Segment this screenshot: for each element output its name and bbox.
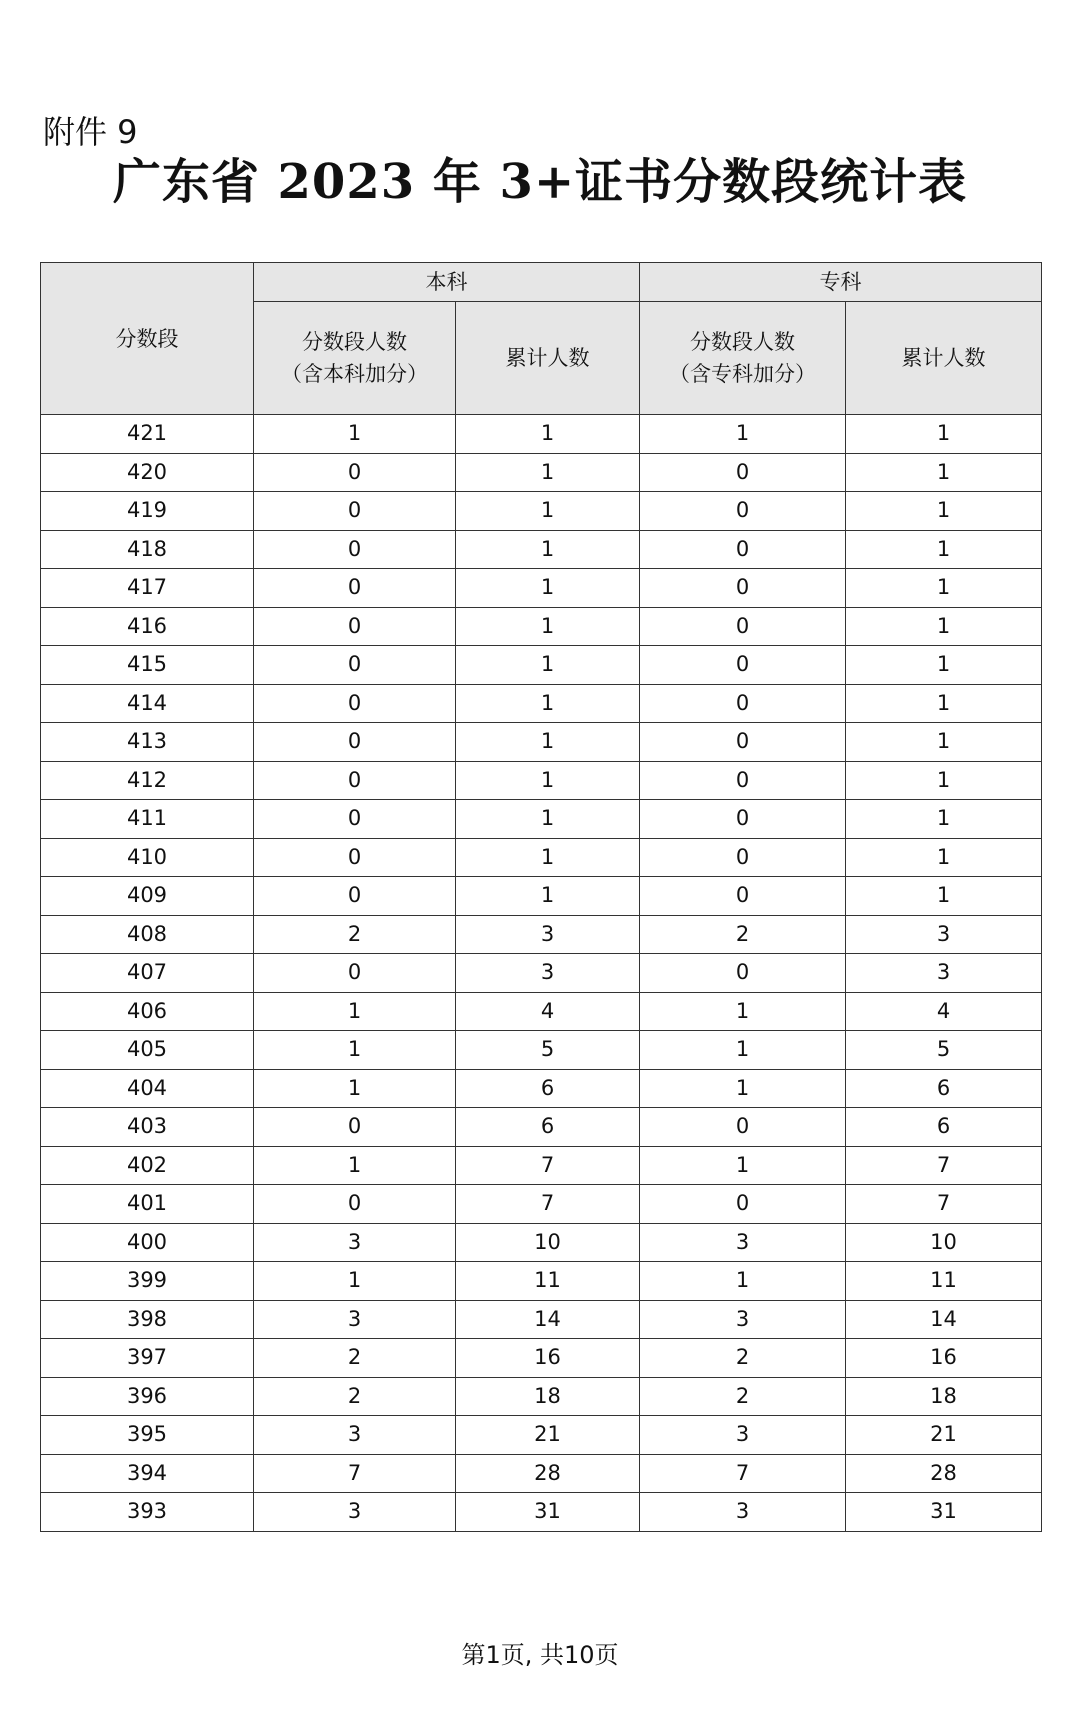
junior-college-count-cell: 0 bbox=[640, 569, 846, 608]
undergraduate-count-cell: 1 bbox=[254, 415, 456, 454]
undergraduate-count-cell: 2 bbox=[254, 1377, 456, 1416]
score-cell: 400 bbox=[41, 1223, 254, 1262]
undergraduate-cumulative-cell: 1 bbox=[456, 723, 640, 762]
undergraduate-count-cell: 0 bbox=[254, 877, 456, 916]
junior-college-cumulative-cell: 1 bbox=[846, 453, 1042, 492]
table-row bbox=[41, 684, 1042, 723]
junior-college-cumulative-cell: 31 bbox=[846, 1493, 1042, 1532]
table-row bbox=[41, 453, 1042, 492]
undergraduate-cumulative-cell: 1 bbox=[456, 838, 640, 877]
junior-college-count-cell: 0 bbox=[640, 530, 846, 569]
score-cell: 406 bbox=[41, 992, 254, 1031]
table-row bbox=[41, 1069, 1042, 1108]
attachment-label: 附件 9 bbox=[43, 113, 138, 151]
junior-college-cumulative-header: 累计人数 bbox=[846, 302, 1042, 415]
undergraduate-count-cell: 0 bbox=[254, 646, 456, 685]
undergraduate-count-cell: 0 bbox=[254, 1108, 456, 1147]
junior-college-cumulative-cell: 6 bbox=[846, 1069, 1042, 1108]
junior-college-cumulative-cell: 7 bbox=[846, 1146, 1042, 1185]
undergraduate-cumulative-cell: 18 bbox=[456, 1377, 640, 1416]
junior-college-count-header bbox=[640, 302, 846, 415]
undergraduate-group-header: 本科 bbox=[254, 263, 640, 302]
junior-college-count-cell: 1 bbox=[640, 1146, 846, 1185]
undergraduate-count-cell: 0 bbox=[254, 723, 456, 762]
table-row bbox=[41, 1454, 1042, 1493]
table-row bbox=[41, 1493, 1042, 1532]
score-cell: 420 bbox=[41, 453, 254, 492]
score-cell: 407 bbox=[41, 954, 254, 993]
table-row bbox=[41, 492, 1042, 531]
score-cell: 417 bbox=[41, 569, 254, 608]
score-cell: 418 bbox=[41, 530, 254, 569]
table-row bbox=[41, 992, 1042, 1031]
table-row bbox=[41, 569, 1042, 608]
junior-college-cumulative-cell: 28 bbox=[846, 1454, 1042, 1493]
junior-college-count-cell: 1 bbox=[640, 992, 846, 1031]
undergraduate-cumulative-cell: 1 bbox=[456, 492, 640, 531]
undergraduate-cumulative-cell: 21 bbox=[456, 1416, 640, 1455]
undergraduate-cumulative-cell: 3 bbox=[456, 954, 640, 993]
table-body bbox=[41, 415, 1042, 1532]
junior-college-count-cell: 2 bbox=[640, 1339, 846, 1378]
junior-college-count-cell: 2 bbox=[640, 915, 846, 954]
junior-college-cumulative-cell: 1 bbox=[846, 684, 1042, 723]
undergraduate-cumulative-cell: 5 bbox=[456, 1031, 640, 1070]
junior-college-cumulative-cell: 4 bbox=[846, 992, 1042, 1031]
undergraduate-count-cell: 3 bbox=[254, 1300, 456, 1339]
table-row bbox=[41, 1031, 1042, 1070]
score-range-header: 分数段 bbox=[41, 263, 254, 415]
undergraduate-cumulative-cell: 1 bbox=[456, 646, 640, 685]
undergraduate-cumulative-cell: 7 bbox=[456, 1146, 640, 1185]
table-row bbox=[41, 954, 1042, 993]
table-row bbox=[41, 877, 1042, 916]
junior-college-cumulative-cell: 18 bbox=[846, 1377, 1042, 1416]
table-row bbox=[41, 1262, 1042, 1301]
undergraduate-cumulative-cell: 1 bbox=[456, 569, 640, 608]
junior-college-count-cell: 3 bbox=[640, 1223, 846, 1262]
junior-college-cumulative-cell: 16 bbox=[846, 1339, 1042, 1378]
junior-college-cumulative-cell: 1 bbox=[846, 569, 1042, 608]
score-distribution-table bbox=[40, 262, 1042, 1532]
undergraduate-cumulative-cell: 16 bbox=[456, 1339, 640, 1378]
undergraduate-cumulative-cell: 4 bbox=[456, 992, 640, 1031]
undergraduate-cumulative-cell: 28 bbox=[456, 1454, 640, 1493]
undergraduate-count-cell: 0 bbox=[254, 530, 456, 569]
table-row bbox=[41, 723, 1042, 762]
undergraduate-cumulative-cell: 14 bbox=[456, 1300, 640, 1339]
junior-college-count-cell: 0 bbox=[640, 838, 846, 877]
score-cell: 395 bbox=[41, 1416, 254, 1455]
junior-college-count-cell: 3 bbox=[640, 1416, 846, 1455]
score-cell: 409 bbox=[41, 877, 254, 916]
junior-college-count-cell: 0 bbox=[640, 492, 846, 531]
table-row bbox=[41, 1300, 1042, 1339]
table-row bbox=[41, 607, 1042, 646]
undergraduate-count-cell: 0 bbox=[254, 954, 456, 993]
junior-college-cumulative-cell: 1 bbox=[846, 723, 1042, 762]
junior-college-cumulative-cell: 14 bbox=[846, 1300, 1042, 1339]
undergraduate-cumulative-cell: 1 bbox=[456, 530, 640, 569]
score-cell: 408 bbox=[41, 915, 254, 954]
undergraduate-count-cell: 0 bbox=[254, 569, 456, 608]
table-row bbox=[41, 1339, 1042, 1378]
table-row bbox=[41, 530, 1042, 569]
score-cell: 402 bbox=[41, 1146, 254, 1185]
undergraduate-count-cell: 1 bbox=[254, 992, 456, 1031]
header-line: 分数段人数 （含本科加分） bbox=[281, 330, 428, 386]
table-row bbox=[41, 1416, 1042, 1455]
table-row bbox=[41, 1377, 1042, 1416]
table-row bbox=[41, 1185, 1042, 1224]
table-row bbox=[41, 646, 1042, 685]
junior-college-count-cell: 2 bbox=[640, 1377, 846, 1416]
junior-college-cumulative-cell: 7 bbox=[846, 1185, 1042, 1224]
junior-college-cumulative-cell: 1 bbox=[846, 877, 1042, 916]
header-line: 分数段人数 （含专科加分） bbox=[669, 330, 816, 386]
undergraduate-cumulative-cell: 3 bbox=[456, 915, 640, 954]
table-row bbox=[41, 415, 1042, 454]
junior-college-count-cell: 0 bbox=[640, 877, 846, 916]
undergraduate-cumulative-cell: 10 bbox=[456, 1223, 640, 1262]
junior-college-count-cell: 3 bbox=[640, 1300, 846, 1339]
score-cell: 416 bbox=[41, 607, 254, 646]
junior-college-count-cell: 1 bbox=[640, 415, 846, 454]
junior-college-count-cell: 0 bbox=[640, 800, 846, 839]
undergraduate-cumulative-cell: 31 bbox=[456, 1493, 640, 1532]
undergraduate-count-cell: 3 bbox=[254, 1416, 456, 1455]
junior-college-count-cell: 0 bbox=[640, 684, 846, 723]
junior-college-cumulative-cell: 3 bbox=[846, 915, 1042, 954]
undergraduate-count-cell: 0 bbox=[254, 607, 456, 646]
junior-college-count-cell: 7 bbox=[640, 1454, 846, 1493]
junior-college-count-cell: 0 bbox=[640, 1108, 846, 1147]
score-cell: 394 bbox=[41, 1454, 254, 1493]
undergraduate-count-cell: 0 bbox=[254, 453, 456, 492]
undergraduate-cumulative-cell: 1 bbox=[456, 684, 640, 723]
junior-college-count-cell: 0 bbox=[640, 453, 846, 492]
undergraduate-cumulative-cell: 1 bbox=[456, 453, 640, 492]
table-row bbox=[41, 761, 1042, 800]
score-cell: 410 bbox=[41, 838, 254, 877]
table-row bbox=[41, 800, 1042, 839]
junior-college-count-cell: 0 bbox=[640, 761, 846, 800]
junior-college-cumulative-cell: 1 bbox=[846, 530, 1042, 569]
junior-college-cumulative-cell: 5 bbox=[846, 1031, 1042, 1070]
table-row bbox=[41, 915, 1042, 954]
score-cell: 404 bbox=[41, 1069, 254, 1108]
undergraduate-cumulative-cell: 6 bbox=[456, 1108, 640, 1147]
undergraduate-count-cell: 0 bbox=[254, 838, 456, 877]
junior-college-cumulative-cell: 1 bbox=[846, 415, 1042, 454]
score-cell: 411 bbox=[41, 800, 254, 839]
undergraduate-count-cell: 1 bbox=[254, 1262, 456, 1301]
junior-college-count-cell: 0 bbox=[640, 607, 846, 646]
undergraduate-count-cell: 0 bbox=[254, 761, 456, 800]
junior-college-cumulative-cell: 3 bbox=[846, 954, 1042, 993]
undergraduate-count-cell: 2 bbox=[254, 1339, 456, 1378]
score-cell: 405 bbox=[41, 1031, 254, 1070]
junior-college-count-cell: 1 bbox=[640, 1031, 846, 1070]
undergraduate-count-cell: 1 bbox=[254, 1146, 456, 1185]
table-row bbox=[41, 1108, 1042, 1147]
undergraduate-count-cell: 0 bbox=[254, 684, 456, 723]
undergraduate-count-header bbox=[254, 302, 456, 415]
score-cell: 393 bbox=[41, 1493, 254, 1532]
undergraduate-count-cell: 1 bbox=[254, 1031, 456, 1070]
undergraduate-count-cell: 3 bbox=[254, 1493, 456, 1532]
undergraduate-cumulative-cell: 1 bbox=[456, 607, 640, 646]
undergraduate-count-cell: 1 bbox=[254, 1069, 456, 1108]
table-row bbox=[41, 1146, 1042, 1185]
junior-college-cumulative-cell: 1 bbox=[846, 761, 1042, 800]
score-cell: 396 bbox=[41, 1377, 254, 1416]
undergraduate-cumulative-cell: 1 bbox=[456, 415, 640, 454]
score-cell: 398 bbox=[41, 1300, 254, 1339]
junior-college-count-cell: 0 bbox=[640, 646, 846, 685]
junior-college-cumulative-cell: 1 bbox=[846, 646, 1042, 685]
score-cell: 415 bbox=[41, 646, 254, 685]
score-cell: 397 bbox=[41, 1339, 254, 1378]
junior-college-count-cell: 1 bbox=[640, 1069, 846, 1108]
junior-college-count-cell: 3 bbox=[640, 1493, 846, 1532]
score-cell: 413 bbox=[41, 723, 254, 762]
score-cell: 401 bbox=[41, 1185, 254, 1224]
undergraduate-count-cell: 3 bbox=[254, 1223, 456, 1262]
table-row bbox=[41, 1223, 1042, 1262]
table-row bbox=[41, 838, 1042, 877]
junior-college-group-header: 专科 bbox=[640, 263, 1042, 302]
undergraduate-cumulative-header: 累计人数 bbox=[456, 302, 640, 415]
score-cell: 419 bbox=[41, 492, 254, 531]
score-cell: 412 bbox=[41, 761, 254, 800]
score-cell: 399 bbox=[41, 1262, 254, 1301]
undergraduate-count-cell: 0 bbox=[254, 800, 456, 839]
junior-college-cumulative-cell: 1 bbox=[846, 607, 1042, 646]
undergraduate-cumulative-cell: 1 bbox=[456, 800, 640, 839]
page-title: 广东省 2023 年 3+证书分数段统计表 bbox=[112, 154, 968, 210]
undergraduate-cumulative-cell: 7 bbox=[456, 1185, 640, 1224]
junior-college-cumulative-cell: 10 bbox=[846, 1223, 1042, 1262]
undergraduate-count-cell: 0 bbox=[254, 1185, 456, 1224]
score-cell: 421 bbox=[41, 415, 254, 454]
junior-college-count-cell: 1 bbox=[640, 1262, 846, 1301]
score-cell: 414 bbox=[41, 684, 254, 723]
junior-college-cumulative-cell: 1 bbox=[846, 800, 1042, 839]
junior-college-cumulative-cell: 6 bbox=[846, 1108, 1042, 1147]
undergraduate-count-cell: 2 bbox=[254, 915, 456, 954]
undergraduate-count-cell: 7 bbox=[254, 1454, 456, 1493]
score-cell: 403 bbox=[41, 1108, 254, 1147]
page-footer: 第1页, 共10页 bbox=[461, 1641, 619, 1669]
junior-college-count-cell: 0 bbox=[640, 723, 846, 762]
junior-college-count-cell: 0 bbox=[640, 1185, 846, 1224]
junior-college-cumulative-cell: 21 bbox=[846, 1416, 1042, 1455]
undergraduate-cumulative-cell: 1 bbox=[456, 761, 640, 800]
undergraduate-cumulative-cell: 1 bbox=[456, 877, 640, 916]
undergraduate-cumulative-cell: 11 bbox=[456, 1262, 640, 1301]
undergraduate-count-cell: 0 bbox=[254, 492, 456, 531]
junior-college-cumulative-cell: 11 bbox=[846, 1262, 1042, 1301]
junior-college-cumulative-cell: 1 bbox=[846, 492, 1042, 531]
junior-college-count-cell: 0 bbox=[640, 954, 846, 993]
undergraduate-cumulative-cell: 6 bbox=[456, 1069, 640, 1108]
junior-college-cumulative-cell: 1 bbox=[846, 838, 1042, 877]
